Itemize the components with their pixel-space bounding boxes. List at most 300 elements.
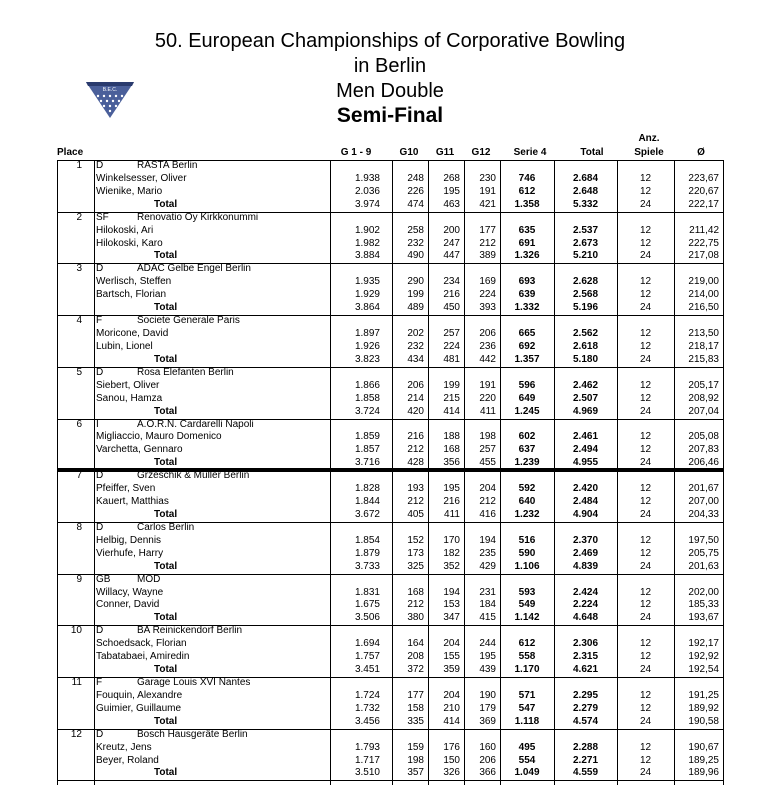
player-total: 2.271 bbox=[572, 754, 599, 766]
team-place: 1 bbox=[76, 160, 82, 171]
player-g11: 215 bbox=[443, 392, 460, 404]
player-name: Conner, David bbox=[96, 599, 160, 611]
total-g10: 428 bbox=[407, 457, 424, 469]
player-name: Vierhufe, Harry bbox=[96, 547, 164, 559]
bec-logo-icon bbox=[86, 80, 134, 120]
player-total: 2.568 bbox=[572, 289, 599, 301]
player-avg: 202,00 bbox=[688, 586, 719, 598]
total-g12: 415 bbox=[479, 612, 496, 624]
player-avg: 191,25 bbox=[688, 689, 719, 701]
team-name: Rosa Elefanten Berlin bbox=[137, 366, 234, 378]
player-avg: 190,67 bbox=[688, 741, 719, 753]
player-name: Lubin, Lionel bbox=[96, 340, 153, 352]
total-g11: 414 bbox=[443, 405, 460, 417]
total-total: 4.904 bbox=[572, 508, 599, 520]
player-g11: 182 bbox=[443, 547, 460, 559]
total-games: 24 bbox=[639, 405, 652, 417]
total-g10: 357 bbox=[407, 767, 424, 779]
total-avg: 206,46 bbox=[688, 457, 719, 469]
total-g10: 325 bbox=[407, 560, 424, 572]
player-avg: 189,92 bbox=[688, 702, 719, 714]
team-total-label: Total bbox=[154, 508, 178, 520]
player-games: 12 bbox=[639, 392, 652, 404]
player-name: Wienike, Mario bbox=[96, 185, 163, 197]
col-header-serie4: Serie 4 bbox=[513, 147, 547, 158]
team-country: D bbox=[96, 521, 104, 533]
player-s4: 596 bbox=[518, 379, 536, 391]
team-place: 11 bbox=[71, 677, 82, 688]
player-s4: 665 bbox=[518, 328, 536, 339]
player-avg: 220,67 bbox=[688, 185, 719, 197]
total-games: 24 bbox=[639, 508, 652, 520]
total-g10: 420 bbox=[407, 405, 424, 417]
total-s4: 1.332 bbox=[514, 302, 540, 314]
player-games: 12 bbox=[639, 638, 652, 650]
player-g12: 204 bbox=[479, 483, 496, 495]
team-total-label: Total bbox=[154, 664, 178, 675]
total-games: 24 bbox=[639, 664, 652, 675]
team-total-label: Total bbox=[154, 198, 178, 210]
total-g19: 3.884 bbox=[354, 250, 380, 262]
team-country: I bbox=[96, 418, 99, 430]
player-g11: 210 bbox=[443, 702, 460, 714]
player-g19: 1.982 bbox=[354, 237, 380, 249]
player-total: 2.618 bbox=[572, 340, 599, 352]
player-g19: 1.675 bbox=[354, 599, 380, 611]
player-games: 12 bbox=[639, 483, 652, 495]
total-games: 24 bbox=[639, 612, 652, 624]
total-g10: 335 bbox=[407, 715, 424, 727]
team-country: F bbox=[96, 315, 103, 327]
total-avg: 192,54 bbox=[688, 664, 719, 675]
total-g12: 393 bbox=[479, 302, 496, 314]
team-total-label: Total bbox=[154, 302, 178, 314]
col-header-g19: G 1 - 9 bbox=[340, 147, 372, 158]
player-g10: 198 bbox=[407, 754, 424, 766]
total-g19: 3.733 bbox=[354, 560, 380, 572]
player-g11: 199 bbox=[443, 379, 460, 391]
player-total: 2.673 bbox=[572, 237, 599, 249]
player-g19: 1.879 bbox=[354, 547, 380, 559]
team-name: ADAC Gelbe Engel Berlin bbox=[137, 263, 251, 275]
total-g19: 3.451 bbox=[354, 664, 380, 675]
total-s4: 1.170 bbox=[514, 664, 540, 675]
team-name: A.O.R.N. Cardarelli Napoli bbox=[137, 418, 254, 430]
player-g19: 1.857 bbox=[354, 444, 380, 456]
player-g12: 195 bbox=[479, 651, 496, 663]
team-place: 9 bbox=[76, 573, 82, 585]
total-s4: 1.142 bbox=[514, 612, 540, 624]
player-s4: 602 bbox=[518, 431, 536, 443]
player-g10: 212 bbox=[407, 599, 424, 611]
player-total: 2.224 bbox=[572, 599, 599, 611]
total-avg: 204,33 bbox=[688, 508, 719, 520]
player-g10: 202 bbox=[407, 328, 424, 339]
player-name: Winkelsesser, Oliver bbox=[96, 172, 187, 184]
player-games: 12 bbox=[639, 599, 652, 611]
player-g11: 195 bbox=[443, 185, 460, 197]
total-g19: 3.974 bbox=[354, 198, 380, 210]
total-games: 24 bbox=[639, 302, 652, 314]
player-g10: 216 bbox=[407, 431, 424, 443]
player-s4: 612 bbox=[518, 638, 536, 650]
total-g19: 3.716 bbox=[354, 457, 380, 469]
player-g12: 235 bbox=[479, 547, 496, 559]
total-s4: 1.106 bbox=[514, 560, 540, 572]
total-games: 24 bbox=[639, 560, 652, 572]
total-g11: 347 bbox=[443, 612, 460, 624]
player-g12: 184 bbox=[479, 599, 496, 611]
total-avg: 190,58 bbox=[688, 715, 719, 727]
player-avg: 189,25 bbox=[688, 754, 719, 766]
total-avg: 217,08 bbox=[688, 250, 719, 262]
col-header-avg: Ø bbox=[697, 147, 705, 158]
player-s4: 637 bbox=[518, 444, 536, 456]
total-g11: 411 bbox=[444, 508, 460, 520]
team-name: Garage Louis XVI Nantes bbox=[137, 677, 251, 688]
total-games: 24 bbox=[639, 767, 652, 779]
player-g12: 194 bbox=[479, 534, 496, 546]
player-total: 2.279 bbox=[572, 702, 599, 714]
player-g12: 177 bbox=[479, 224, 496, 236]
total-avg: 201,63 bbox=[688, 560, 719, 572]
player-avg: 222,75 bbox=[688, 237, 719, 249]
player-g10: 208 bbox=[407, 651, 424, 663]
total-total: 4.621 bbox=[572, 664, 599, 675]
total-g11: 352 bbox=[443, 560, 460, 572]
player-g11: 204 bbox=[443, 689, 460, 701]
team-place: 2 bbox=[76, 211, 82, 223]
team-country: D bbox=[96, 263, 104, 275]
player-g10: 232 bbox=[407, 340, 424, 352]
player-name: Sanou, Hamza bbox=[96, 392, 163, 404]
player-avg: 213,50 bbox=[688, 328, 719, 339]
player-g19: 1.859 bbox=[354, 431, 380, 443]
total-total: 4.839 bbox=[572, 560, 599, 572]
player-games: 12 bbox=[639, 754, 652, 766]
player-g12: 212 bbox=[479, 237, 496, 249]
player-g19: 1.935 bbox=[354, 276, 380, 288]
team-place: 5 bbox=[76, 366, 82, 378]
player-g11: 194 bbox=[443, 586, 460, 598]
player-games: 12 bbox=[639, 379, 652, 391]
player-g12: 190 bbox=[479, 689, 496, 701]
player-g19: 1.858 bbox=[354, 392, 380, 404]
player-g19: 1.757 bbox=[354, 651, 380, 663]
player-avg: 214,00 bbox=[688, 289, 719, 301]
player-total: 2.288 bbox=[572, 741, 599, 753]
player-s4: 547 bbox=[518, 702, 536, 714]
player-s4: 746 bbox=[518, 172, 536, 184]
team-total-label: Total bbox=[154, 560, 178, 572]
total-games: 24 bbox=[639, 353, 652, 365]
player-s4: 593 bbox=[518, 586, 536, 598]
player-g11: 153 bbox=[443, 599, 460, 611]
player-g12: 206 bbox=[479, 754, 496, 766]
player-games: 12 bbox=[639, 328, 652, 339]
player-avg: 211,42 bbox=[689, 224, 719, 236]
player-g10: 212 bbox=[407, 444, 424, 456]
player-games: 12 bbox=[639, 651, 652, 663]
player-total: 2.420 bbox=[572, 483, 599, 495]
total-avg: 215,83 bbox=[688, 353, 719, 365]
total-total: 5.210 bbox=[572, 250, 599, 262]
player-g12: 236 bbox=[479, 340, 496, 352]
player-g11: 204 bbox=[443, 638, 460, 650]
player-g19: 1.732 bbox=[354, 702, 380, 714]
total-total: 4.969 bbox=[572, 405, 599, 417]
player-name: Moricone, David bbox=[96, 328, 169, 339]
player-g19: 2.036 bbox=[354, 185, 380, 197]
player-name: Pfeiffer, Sven bbox=[96, 483, 156, 495]
player-name: Varchetta, Gennaro bbox=[96, 444, 183, 456]
player-g12: 231 bbox=[479, 586, 496, 598]
player-games: 12 bbox=[639, 444, 652, 456]
player-total: 2.462 bbox=[572, 379, 599, 391]
total-g10: 489 bbox=[407, 302, 424, 314]
player-games: 12 bbox=[639, 185, 652, 197]
total-games: 24 bbox=[639, 250, 652, 262]
col-header-g12: G12 bbox=[471, 147, 491, 158]
player-g11: 188 bbox=[443, 431, 460, 443]
player-games: 12 bbox=[639, 431, 652, 443]
total-g12: 389 bbox=[479, 250, 496, 262]
total-total: 5.196 bbox=[572, 302, 599, 314]
player-s4: 558 bbox=[518, 651, 536, 663]
team-name: Societe Generale Paris bbox=[137, 315, 240, 327]
player-g10: 173 bbox=[407, 547, 424, 559]
player-name: Schoedsack, Florian bbox=[96, 638, 187, 650]
team-place: 7 bbox=[76, 470, 82, 482]
team-total-label: Total bbox=[154, 353, 178, 365]
total-g12: 416 bbox=[479, 508, 496, 520]
player-s4: 516 bbox=[518, 534, 536, 546]
player-g10: 212 bbox=[407, 496, 424, 507]
total-g19: 3.510 bbox=[354, 767, 380, 779]
player-total: 2.469 bbox=[572, 547, 599, 559]
player-games: 12 bbox=[639, 689, 652, 701]
player-g12: 179 bbox=[479, 702, 496, 714]
player-total: 2.494 bbox=[572, 444, 599, 456]
player-games: 12 bbox=[639, 276, 652, 288]
player-g19: 1.929 bbox=[354, 289, 380, 301]
player-total: 2.306 bbox=[572, 638, 599, 650]
total-g12: 421 bbox=[479, 198, 496, 210]
player-avg: 208,92 bbox=[688, 392, 719, 404]
total-s4: 1.245 bbox=[514, 405, 540, 417]
player-g12: 206 bbox=[479, 328, 496, 339]
player-total: 2.684 bbox=[572, 172, 599, 184]
team-country: D bbox=[96, 728, 104, 740]
player-total: 2.370 bbox=[572, 534, 599, 546]
total-g11: 481 bbox=[443, 353, 460, 365]
team-name: Carlos Berlin bbox=[137, 521, 195, 533]
player-name: Werlisch, Steffen bbox=[96, 276, 172, 288]
total-g11: 447 bbox=[443, 250, 460, 262]
team-country: D bbox=[96, 366, 104, 378]
team-name: Renovatio Oy Kirkkonummi bbox=[137, 211, 259, 223]
player-avg: 207,83 bbox=[688, 444, 719, 456]
player-g11: 200 bbox=[443, 224, 460, 236]
player-g10: 199 bbox=[407, 289, 424, 301]
player-games: 12 bbox=[639, 702, 652, 714]
player-s4: 495 bbox=[518, 741, 536, 753]
player-g19: 1.897 bbox=[354, 328, 380, 339]
total-g10: 434 bbox=[407, 353, 424, 365]
player-total: 2.424 bbox=[572, 586, 599, 598]
player-name: Hilokoski, Ari bbox=[96, 224, 154, 236]
team-place: 3 bbox=[76, 263, 82, 275]
team-name: Grzeschik & Müller Berlin bbox=[137, 470, 250, 482]
player-total: 2.461 bbox=[572, 431, 599, 443]
player-name: Fouquin, Alexandre bbox=[96, 689, 183, 701]
total-total: 4.648 bbox=[572, 612, 599, 624]
total-g11: 463 bbox=[443, 198, 460, 210]
player-g19: 1.866 bbox=[354, 379, 380, 391]
total-s4: 1.357 bbox=[514, 353, 540, 365]
team-name: Bosch Hausgeräte Berlin bbox=[137, 728, 248, 740]
player-avg: 185,33 bbox=[688, 599, 719, 611]
team-country: SF bbox=[96, 211, 109, 223]
player-total: 2.484 bbox=[572, 496, 599, 507]
player-s4: 554 bbox=[518, 754, 536, 766]
total-s4: 1.358 bbox=[514, 198, 540, 210]
player-g11: 268 bbox=[443, 172, 460, 184]
player-total: 2.562 bbox=[572, 328, 599, 339]
total-g11: 414 bbox=[443, 715, 460, 727]
total-total: 5.332 bbox=[572, 198, 599, 210]
team-place: 12 bbox=[70, 728, 82, 740]
title-line-2: in Berlin bbox=[353, 55, 427, 77]
player-total: 2.315 bbox=[572, 651, 599, 663]
player-avg: 205,17 bbox=[688, 379, 719, 391]
total-g19: 3.672 bbox=[354, 508, 380, 520]
total-s4: 1.232 bbox=[514, 508, 540, 520]
total-g12: 369 bbox=[479, 715, 496, 727]
total-avg: 189,96 bbox=[688, 767, 719, 779]
total-g11: 356 bbox=[443, 457, 460, 469]
total-g12: 439 bbox=[479, 664, 496, 675]
player-avg: 219,00 bbox=[688, 276, 719, 288]
player-g19: 1.828 bbox=[354, 483, 380, 495]
player-g19: 1.902 bbox=[354, 224, 380, 236]
total-total: 5.180 bbox=[572, 353, 599, 365]
total-g10: 372 bbox=[407, 664, 424, 675]
player-g10: 177 bbox=[407, 689, 424, 701]
player-games: 12 bbox=[639, 496, 652, 507]
player-avg: 218,17 bbox=[688, 340, 719, 352]
player-g10: 159 bbox=[407, 741, 424, 753]
team-place: 4 bbox=[76, 315, 82, 327]
col-header-anz: Anz. bbox=[638, 133, 660, 144]
player-g11: 216 bbox=[443, 496, 460, 507]
total-g19: 3.724 bbox=[354, 405, 380, 417]
total-g19: 3.456 bbox=[354, 715, 380, 727]
team-total-label: Total bbox=[154, 767, 178, 779]
total-g10: 380 bbox=[407, 612, 424, 624]
total-s4: 1.326 bbox=[514, 250, 540, 262]
player-avg: 223,67 bbox=[688, 172, 719, 184]
team-total-label: Total bbox=[154, 457, 178, 469]
total-g12: 411 bbox=[480, 405, 496, 417]
total-g11: 450 bbox=[443, 302, 460, 314]
total-games: 24 bbox=[639, 457, 652, 469]
player-g12: 191 bbox=[479, 379, 496, 391]
team-country: F bbox=[96, 677, 103, 688]
player-s4: 649 bbox=[518, 392, 536, 404]
player-avg: 205,75 bbox=[688, 547, 719, 559]
player-s4: 549 bbox=[518, 599, 536, 611]
player-total: 2.295 bbox=[572, 689, 599, 701]
total-s4: 1.049 bbox=[514, 767, 540, 779]
team-name: RASTA Berlin bbox=[137, 160, 198, 171]
team-country: D bbox=[96, 470, 104, 482]
team-country: GB bbox=[96, 573, 111, 585]
player-g10: 214 bbox=[407, 392, 424, 404]
player-g11: 168 bbox=[443, 444, 460, 456]
player-g11: 257 bbox=[443, 328, 460, 339]
team-total-label: Total bbox=[154, 715, 178, 727]
player-s4: 592 bbox=[518, 483, 536, 495]
team-place: 8 bbox=[76, 521, 82, 533]
player-g11: 170 bbox=[443, 534, 460, 546]
player-s4: 691 bbox=[518, 237, 536, 249]
player-g12: 244 bbox=[479, 638, 496, 650]
player-g10: 193 bbox=[407, 483, 424, 495]
player-g11: 234 bbox=[443, 276, 460, 288]
team-place: 6 bbox=[76, 418, 82, 430]
total-g12: 366 bbox=[479, 767, 496, 779]
player-g19: 1.831 bbox=[354, 586, 380, 598]
total-g10: 405 bbox=[407, 508, 424, 520]
player-s4: 639 bbox=[518, 289, 536, 301]
player-g10: 164 bbox=[407, 638, 424, 650]
player-s4: 612 bbox=[518, 185, 536, 197]
total-g10: 490 bbox=[407, 250, 424, 262]
player-g12: 191 bbox=[479, 185, 496, 197]
logo-text: B.E.C. bbox=[102, 87, 118, 93]
total-g19: 3.864 bbox=[354, 302, 380, 314]
table-bottom-border bbox=[57, 780, 724, 781]
col-header-place: Place bbox=[57, 147, 84, 158]
player-g19: 1.724 bbox=[354, 689, 380, 701]
total-g12: 429 bbox=[479, 560, 496, 572]
col-header-g10: G10 bbox=[399, 147, 419, 158]
results-table bbox=[57, 160, 724, 785]
player-games: 12 bbox=[639, 289, 652, 301]
player-g11: 155 bbox=[443, 651, 460, 663]
total-avg: 207,04 bbox=[688, 405, 719, 417]
player-g12: 224 bbox=[479, 289, 496, 301]
team-place: 10 bbox=[70, 625, 82, 637]
column-divider bbox=[723, 160, 724, 785]
player-s4: 693 bbox=[518, 276, 536, 288]
player-total: 2.537 bbox=[572, 224, 599, 236]
player-avg: 192,17 bbox=[688, 638, 719, 650]
player-g12: 257 bbox=[479, 444, 496, 456]
col-header-g11: G11 bbox=[435, 147, 455, 158]
column-divider bbox=[94, 160, 95, 785]
player-name: Kreutz, Jens bbox=[96, 741, 152, 753]
col-header-spiele: Spiele bbox=[634, 147, 664, 158]
total-total: 4.574 bbox=[572, 715, 599, 727]
total-s4: 1.239 bbox=[514, 457, 540, 469]
total-total: 4.559 bbox=[572, 767, 599, 779]
player-games: 12 bbox=[639, 340, 652, 352]
player-name: Willacy, Wayne bbox=[96, 586, 164, 598]
player-g19: 1.844 bbox=[354, 496, 380, 507]
player-g19: 1.793 bbox=[354, 741, 380, 753]
